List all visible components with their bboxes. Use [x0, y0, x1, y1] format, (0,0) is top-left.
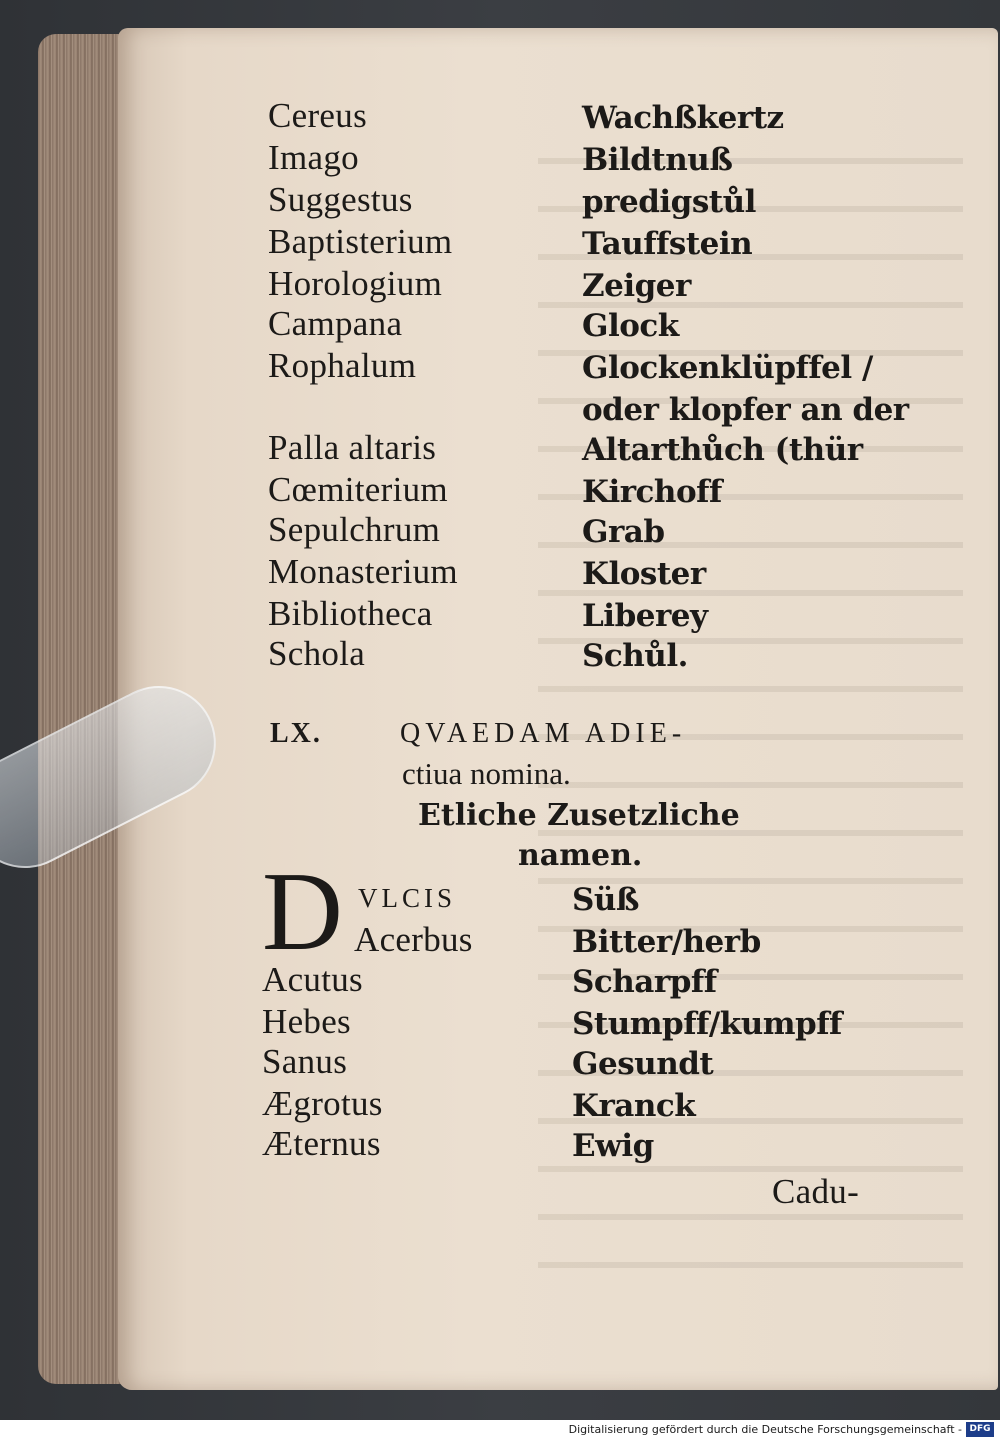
book-page	[118, 28, 998, 1390]
latin-term: Æternus	[262, 1124, 381, 1163]
german-term: Stumpff/kumpff	[572, 1006, 842, 1042]
section-title-continuation: ctiua nomina.	[402, 756, 571, 791]
german-term: Kranck	[572, 1088, 696, 1124]
german-term: Bildtnuß	[582, 142, 733, 178]
latin-term: Monasterium	[268, 552, 458, 591]
latin-term: Schola	[268, 634, 366, 673]
latin-term: Rophalum	[268, 346, 417, 385]
latin-term: Acutus	[262, 960, 363, 999]
german-term: Grab	[582, 514, 665, 550]
latin-term: Acerbus	[354, 920, 473, 959]
latin-term: Ægrotus	[262, 1084, 383, 1123]
latin-term: Campana	[268, 304, 403, 343]
german-term: predigstůl	[582, 184, 756, 220]
latin-term: Sepulchrum	[268, 510, 441, 549]
german-term: Wachßkertz	[582, 100, 784, 136]
german-term: Gesundt	[572, 1046, 714, 1082]
latin-term: Cœmiterium	[268, 470, 448, 509]
german-term: Liberey	[582, 598, 708, 634]
german-term: Scharpff	[572, 964, 717, 1000]
latin-term: Bibliotheca	[268, 594, 433, 633]
latin-term: Imago	[268, 138, 359, 177]
section-number: LX.	[270, 718, 322, 749]
latin-term: Cereus	[268, 96, 367, 135]
latin-term: VLCIS	[358, 883, 457, 913]
german-term: Glockenklüpffel /	[582, 350, 873, 386]
german-term-continuation: oder klopfer an der	[582, 392, 909, 428]
catchword: Cadu-	[772, 1172, 860, 1211]
section-title: QVAEDAM ADIE-	[400, 718, 687, 749]
german-term: Kloster	[582, 556, 706, 592]
german-term: Schůl.	[582, 638, 688, 674]
latin-term: Suggestus	[268, 180, 413, 219]
drop-initial-letter: D	[262, 850, 343, 974]
german-term: Bitter/herb	[572, 924, 761, 960]
latin-term: Horologium	[268, 264, 443, 303]
section-german-title: Etliche Zusetzliche	[418, 798, 740, 833]
latin-term: Baptisterium	[268, 222, 453, 261]
latin-term: Hebes	[262, 1002, 351, 1041]
section-german-title-continuation: namen.	[518, 838, 643, 873]
german-term: Ewig	[572, 1128, 654, 1164]
latin-term: Palla altaris	[268, 428, 437, 467]
german-term: Süß	[572, 882, 639, 918]
german-term: Glock	[582, 308, 679, 344]
german-term: Zeiger	[582, 268, 691, 304]
latin-term: Sanus	[262, 1042, 348, 1081]
footer-credit-text: Digitalisierung gefördert durch die Deutsche Forschungsgemeinschaft -	[568, 1423, 962, 1436]
german-term: Kirchoff	[582, 474, 722, 510]
german-term: Tauffstein	[582, 226, 753, 262]
german-term: Altarthůch (thür	[582, 432, 863, 468]
dfg-logo: DFG	[966, 1422, 994, 1437]
